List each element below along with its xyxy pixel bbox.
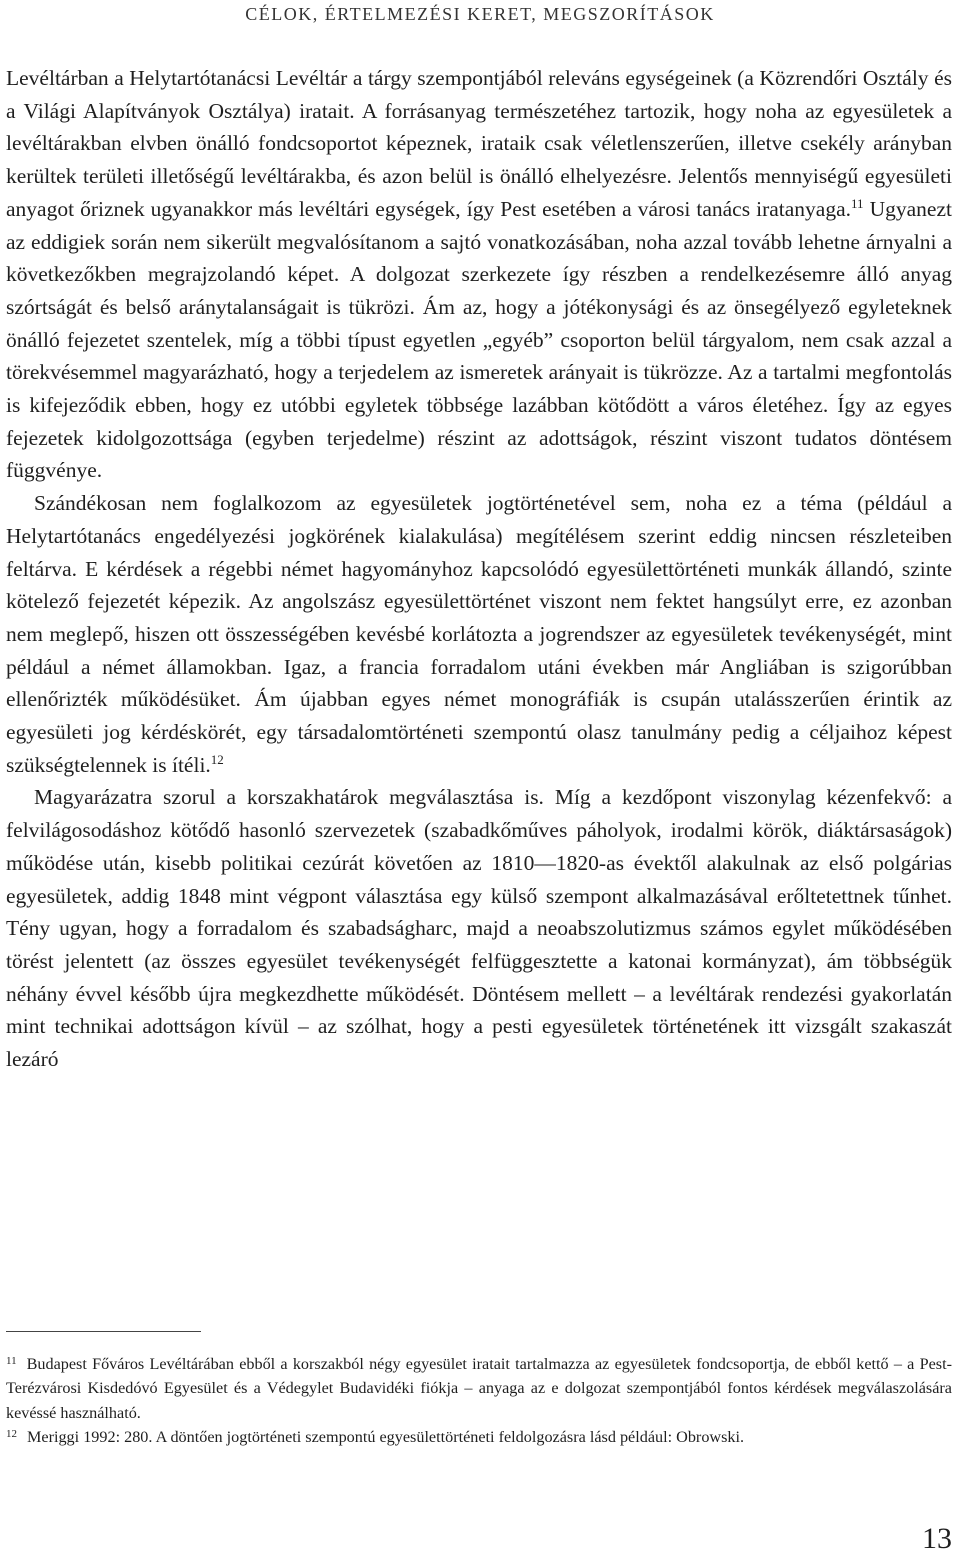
footnote-12 xyxy=(6,1425,952,1449)
footnote-ref-11[interactable]: 11 xyxy=(851,195,864,211)
paragraph-1-text-a: Levéltárban a Helytartótanácsi Levéltár a tárgy szempontjából releváns egységeinek (a Közrendőri Osztály és a Világi Alapítványok Osztálya) iratait. A forrásanyag természetéhez tartozik, hogy noha az egyesületek a levéltárakban elvben önálló fondcsoportot képeznek, irataik csak véletlenszerűen, illetve csekély arányban kerültek területi illetőségű levéltárakba, és azon belül is önálló elhelyezésre. Jelentős mennyiségű egyesületi anyagot őriznek ugyanakkor más levéltári egységek, így Pest esetében a városi tanács iratanyaga. xyxy=(6,66,952,221)
paragraph-3-text-a: Magyarázatra szorul a korszakhatárok megválasztása is. Míg a kezdőpont viszonylag kézenfekvő: a felvilágosodáshoz kötődő hasonló szervezetek (szabadkőműves páholyok, irodalmi körök, diáktársaságok) működése után, kisebb politikai cezúrát követően az 1810—1820-as évektől alakulnak az első polgárias egyesületek, addig 1848 mint végpont választása egy külső szempont alkalmazásával erőltetettnek tűnhet. Tény ugyan, hogy a forradalom és szabadságharc, majd a neoabszolutizmus számos egylet működésében törést jelentett (az összes egyesület tevékenységét felfüggesztette a katonai kormányzat), ám többségük néhány évvel később újra megkezdhette működését. Döntésem mellett – a levéltárak rendezési gyakorlatán mint technikai adottságon kívül – az szólhat, hogy a pesti egyesületek történetének itt vizsgált szakaszát lezáró xyxy=(6,785,952,1072)
footnote-text: Meriggi 1992: 280. A döntően jogtörténeti szempontú egyesülettörténeti feldolgozásra lásd például: Obrowski. xyxy=(27,1428,745,1447)
footnote-number: 11 xyxy=(6,1355,17,1367)
paragraph-3 xyxy=(6,781,952,1075)
footnote-divider xyxy=(6,1331,201,1332)
footnote-text: Budapest Főváros Levéltárában ebből a korszakból négy egyesület iratait tartalmazza az egyesületek fondcsoportja, de ebből kettő – a Pest-Terézvárosi Kisdedóvó Egyesület és a Védegylet Budavidéki fiókja – anyaga az e dolgozat szempontjából fontos kérdések megválaszolására kevéssé használható. xyxy=(6,1355,952,1422)
paragraph-2-text-a: Szándékosan nem foglalkozom az egyesületek jogtörténetével sem, noha ez a téma (például a Helytartótanács engedélyezési jogkörének kialakulása) megítélésem szerint eddig nincsen részleteiben feltárva. E kérdések a régebbi német hagyományhoz kapcsolódó egyesülettörténeti munkák állandó, szinte kötelező fejezetét képezik. Az angolszász egyesülettörténet viszont nem fektet hangsúlyt erre, ez azonban nem meglepő, hiszen ott összességében kevésbé korlátozta a jogrendszer az egyesületek tevékenységét, mint például a német államokban. Igaz, a francia forradalom utáni években már Angliában is szigorúbban ellenőrizték működésüket. Ám újabban egyes német monográfiák is csupán utalásszerűen érintik az egyesületi jog kérdéskörét, egy társadalomtörténeti szempontú olasz tanulmány pedig a céljaihoz képest szükségtelennek is ítéli. xyxy=(6,491,952,777)
footnote-11 xyxy=(6,1352,952,1425)
paragraph-1 xyxy=(6,62,952,487)
page-number: 13 xyxy=(922,1522,952,1555)
running-head: CÉLOK, ÉRTELMEZÉSI KERET, MEGSZORÍTÁSOK xyxy=(245,4,715,24)
paragraph-1-text-b: Ugyanezt az eddigiek során nem sikerült megvalósítanom a sajtó vonatkozásában, noha azzal tovább lehetne árnyalni a következőkben megrajzolandó képet. A dolgozat szerkezete így részben a rendelkezésemre álló anyag szórtságát és belső aránytalanságait is tükrözi. Ám az, hogy a jótékonysági és az önsegélyező egyleteknek önálló fejezetet szentelek, míg a többi típust egyetlen „egyéb” csoporton belül tárgyalom, nem csak azzal a törekvésemmel magyarázható, hogy a terjedelem az ismeretek arányait is tükrözze. Az a tartalmi megfontolás is kifejeződik ebben, hogy ez utóbbi egyletek többsége lazábban kötődött a város életéhez. Így az egyes fejezetek kidolgozottsága (egyben terjedelme) részint az adottságok, részint viszont tudatos döntésem függvénye. xyxy=(6,196,952,483)
paragraph-2 xyxy=(6,487,952,781)
main-text xyxy=(6,62,952,1076)
footnote-ref-12[interactable]: 12 xyxy=(210,751,224,767)
footnotes xyxy=(6,1352,952,1450)
footnote-number: 12 xyxy=(6,1428,17,1441)
